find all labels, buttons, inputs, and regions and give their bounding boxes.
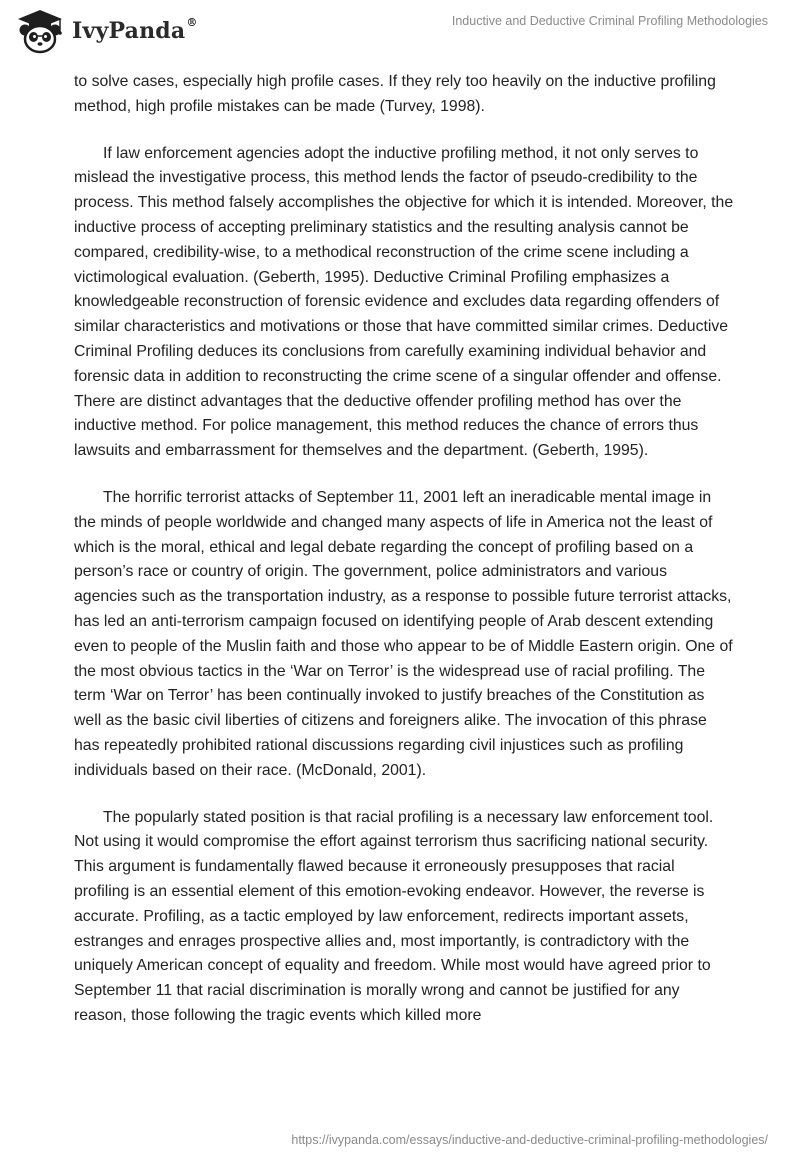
panda-graduate-icon bbox=[14, 8, 66, 54]
ivypanda-logo[interactable] bbox=[14, 8, 198, 54]
paragraph: If law enforcement agencies adopt the inductive profiling method, it not only serves to mislead the investigative process, this method lends the factor of pseudo-credibility to the process. This method falsely accomplishes the objective for which it is intended. Moreover, the inductive process of accepting preliminary statistics and the resulting analysis cannot be compared, credibility-wise, to a methodical reconstruction of the crime scene including a victimological evaluation. (Geberth, 1995). Deductive Criminal Profiling emphasizes a knowledgeable reconstruction of forensic evidence and excludes data regarding offenders of similar characteristics and motivations or those that have committed similar crimes. Deductive Criminal Profiling deduces its conclusions from carefully examining individual behavior and forensic data in addition to reconstructing the crime scene of a singular offender and offense. There are distinct advantages that the deductive offender profiling method has over the inductive method. For police management, this method reduces the chance of errors thus lawsuits and embarrassment for themselves and the department. (Geberth, 1995). bbox=[74, 144, 734, 460]
trademark-symbol: ® bbox=[186, 16, 198, 29]
source-url[interactable]: https://ivypanda.com/essays/inductive-and-deductive-criminal-profiling-methodologies/ bbox=[291, 1133, 768, 1147]
paragraph: The horrific terrorist attacks of September 11, 2001 left an ineradicable mental image in the minds of people worldwide and changed many aspects of life in America not the least of which is the moral, ethical and legal debate regarding the concept of profiling based on a person’s race or country of origin. The government, police administrators and various agencies such as the transportation industry, as a response to possible future terrorist attacks, has led an anti-terrorism campaign focused on identifying people of Arab descent extending even to people of the Muslin faith and those who appear to be of Middle Eastern origin. One of the most obvious tactics in the ‘War on Terror’ is the widespread use of racial profiling. The term ‘War on Terror’ has been continually invoked to justify breaches of the Constitution as well as the basic civil liberties of citizens and foreigners alike. The invocation of this phrase has repeatedly prohibited rational discussions regarding civil injustices such as profiling individuals based on their race. (McDonald, 2001). bbox=[74, 488, 733, 779]
page-header bbox=[0, 0, 800, 70]
essay-body bbox=[74, 70, 734, 1051]
paragraph: The popularly stated position is that racial profiling is a necessary law enforcement tool. Not using it would compromise the effort against terrorism thus sacrificing national security. This argument is fundamentally flawed because it erroneously presupposes that racial profiling is an essential element of this emotion-evoking endeavor. However, the reverse is accurate. Profiling, as a tactic employed by law enforcement, redirects important assets, estranges and enrages prospective allies and, most importantly, is contradictory with the uniquely American concept of equality and freedom. While most would have agreed prior to September 11 that racial discrimination is morally wrong and cannot be justified for any reason, those following the tragic events which killed more bbox=[74, 808, 714, 1024]
paragraph-continued: to solve cases, especially high profile cases. If they rely too heavily on the inductive profiling method, high profile mistakes can be made (Turvey, 1998). bbox=[74, 73, 716, 115]
brand-name: IvyPanda® bbox=[72, 16, 198, 44]
document-title: Inductive and Deductive Criminal Profiling Methodologies bbox=[451, 14, 768, 28]
